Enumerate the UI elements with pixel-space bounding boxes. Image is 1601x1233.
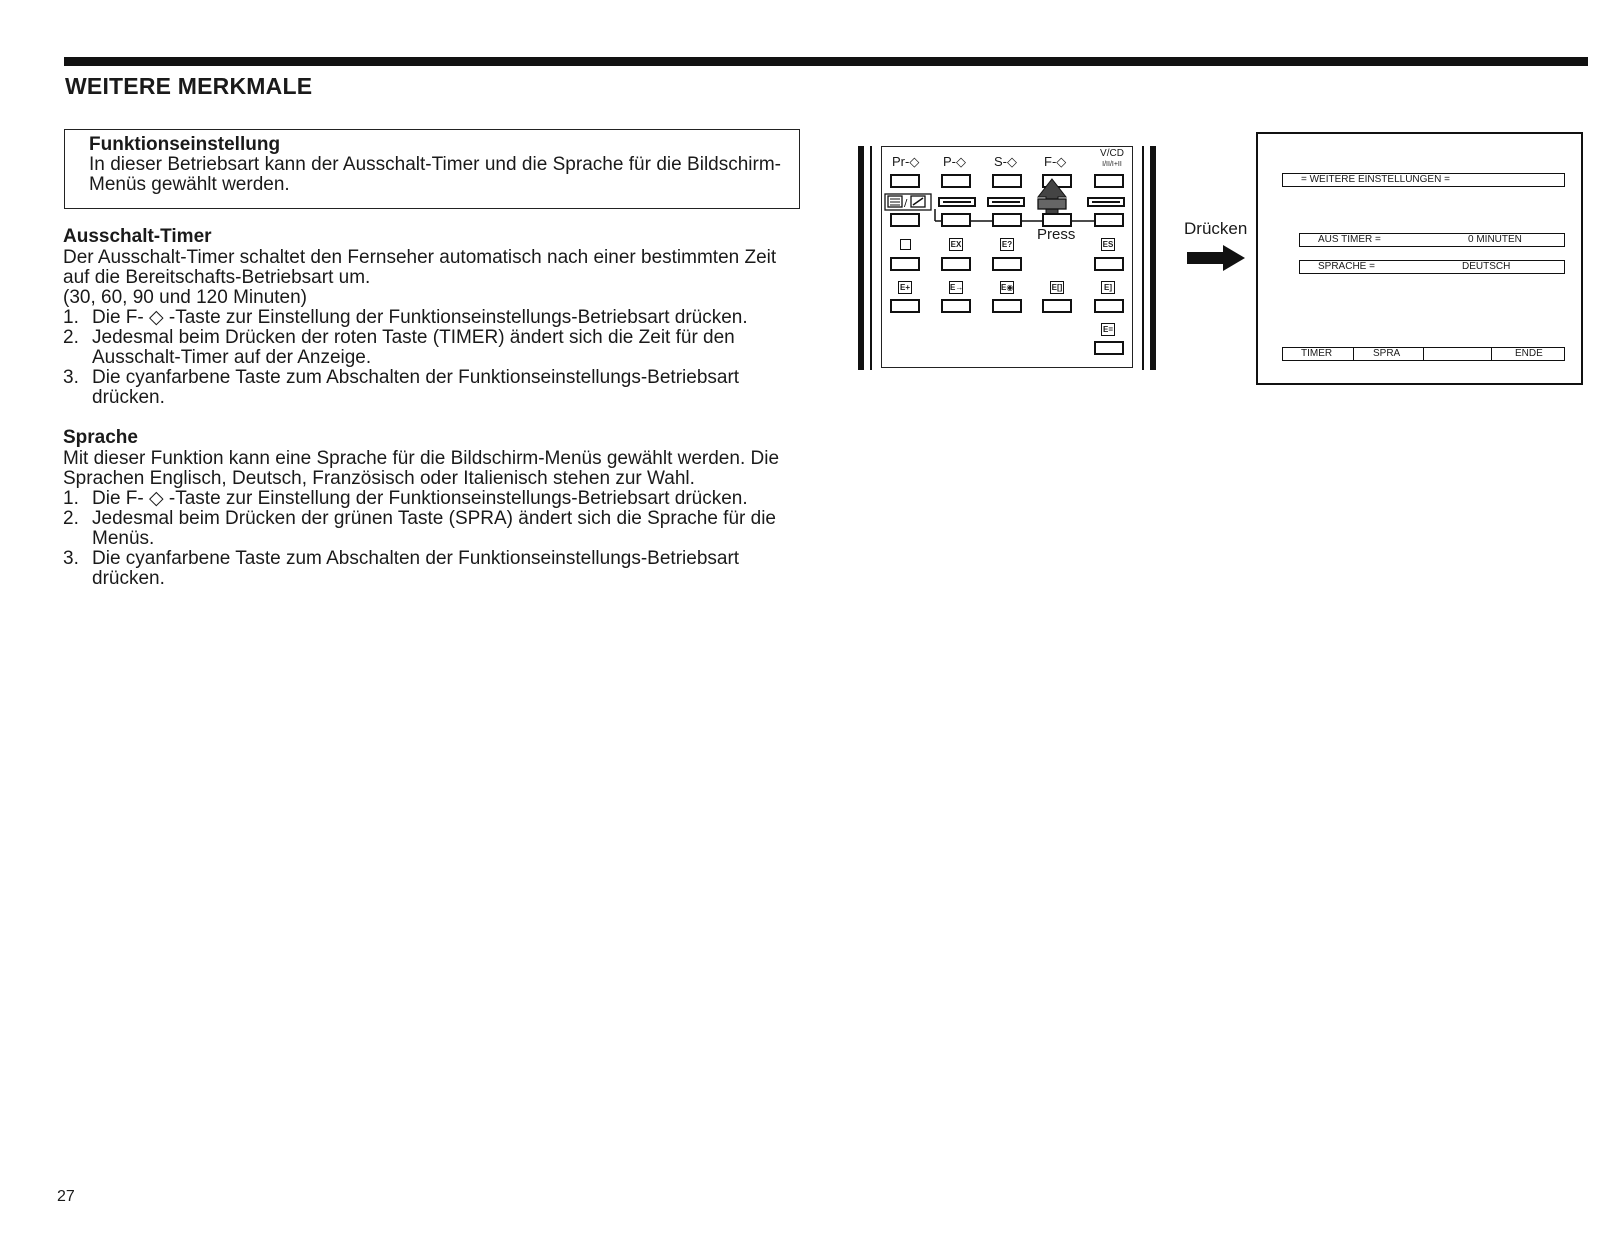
tab-divider bbox=[1353, 348, 1354, 360]
fastext-button[interactable] bbox=[1094, 213, 1124, 227]
square-icon bbox=[900, 239, 911, 250]
language-section bbox=[63, 428, 803, 589]
timer-row-label: AUS TIMER = bbox=[1318, 234, 1381, 245]
teletext-icon: E◉ bbox=[1001, 283, 1014, 292]
intro-heading: Funktionseinstellung bbox=[89, 134, 281, 155]
remote-rail bbox=[870, 146, 872, 370]
fastext-button[interactable] bbox=[992, 213, 1022, 227]
teletext-button[interactable] bbox=[890, 299, 920, 313]
timer-section bbox=[63, 227, 803, 408]
language-row[interactable] bbox=[1299, 260, 1565, 274]
timer-range: (30, 60, 90 und 120 Minuten) bbox=[63, 287, 308, 308]
teletext-icon: EX bbox=[950, 240, 962, 249]
teletext-icon: ES bbox=[1102, 240, 1114, 249]
pr-button[interactable] bbox=[890, 174, 920, 188]
tab-spra[interactable]: SPRA bbox=[1373, 348, 1401, 359]
green-key[interactable] bbox=[987, 197, 1025, 207]
tab-divider bbox=[1423, 348, 1424, 360]
menu-header: = WEITERE EINSTELLUNGEN = bbox=[1282, 173, 1565, 187]
teletext-icon: E+ bbox=[899, 283, 910, 292]
remote-control-illustration bbox=[858, 146, 1156, 370]
remote-rail bbox=[1142, 146, 1144, 370]
s-label: S-◇ bbox=[994, 154, 1017, 169]
right-arrow-icon bbox=[1187, 245, 1245, 271]
teletext-icon: E= bbox=[1102, 325, 1113, 334]
press-instruction: Drücken bbox=[1184, 219, 1248, 238]
language-row-value: DEUTSCH bbox=[1462, 261, 1511, 272]
list-item: 3. Die cyanfarbene Taste zum Abschalten der Funktionseinstellungs-Betriebsart drücken. bbox=[63, 548, 740, 589]
teletext-button[interactable] bbox=[992, 299, 1022, 313]
timer-heading: Ausschalt-Timer bbox=[63, 226, 212, 247]
teletext-icon: E→ bbox=[950, 283, 964, 292]
teletext-button[interactable] bbox=[890, 257, 920, 271]
list-item: 1. Die F- ◇ -Taste zur Einstellung der Funktionseinstellungs-Betriebsart drücken. bbox=[63, 488, 748, 509]
pr-label: Pr-◇ bbox=[892, 154, 920, 169]
list-item: 2. Jedesmal beim Drücken der grünen Taste (SPRA) ändert sich die Sprache für die Menüs. bbox=[63, 508, 776, 549]
language-steps bbox=[63, 489, 803, 589]
svg-text:/: / bbox=[904, 198, 908, 209]
intro-text: In dieser Betriebsart kann der Ausschalt-Timer und die Sprache für die Bildschirm-Menüs gewählt werden. bbox=[89, 154, 781, 195]
list-item: 1. Die F- ◇ -Taste zur Einstellung der Funktionseinstellungs-Betriebsart drücken. bbox=[63, 307, 748, 328]
page-title: WEITERE MERKMALE bbox=[65, 73, 313, 99]
timer-text: Der Ausschalt-Timer schaltet den Fernseher automatisch nach einer bestimmten Zeit auf die Bereitschafts-Betriebsart um. bbox=[63, 247, 777, 288]
list-item: 3. Die cyanfarbene Taste zum Abschalten der Funktionseinstellungs-Betriebsart drücken. bbox=[63, 367, 740, 408]
language-row-label: SPRACHE = bbox=[1318, 261, 1375, 272]
teletext-button[interactable] bbox=[1094, 341, 1124, 355]
teletext-button[interactable] bbox=[992, 257, 1022, 271]
menu-tabs bbox=[1282, 347, 1565, 361]
fastext-button[interactable] bbox=[941, 213, 971, 227]
p-button[interactable] bbox=[941, 174, 971, 188]
teletext-icon: E? bbox=[1001, 240, 1013, 249]
teletext-button[interactable] bbox=[1094, 257, 1124, 271]
teletext-button[interactable] bbox=[1042, 299, 1072, 313]
top-rule bbox=[64, 57, 1588, 66]
language-heading: Sprache bbox=[63, 427, 138, 448]
fastext-button[interactable] bbox=[1042, 213, 1072, 227]
s-button[interactable] bbox=[992, 174, 1022, 188]
page-number: 27 bbox=[57, 1188, 75, 1205]
teletext-icon: E[] bbox=[1051, 283, 1063, 292]
f-label: F-◇ bbox=[1044, 154, 1067, 169]
teletext-button[interactable] bbox=[1094, 299, 1124, 313]
timer-row-value: 0 MINUTEN bbox=[1468, 234, 1522, 245]
timer-row[interactable] bbox=[1299, 233, 1565, 247]
p-label: P-◇ bbox=[943, 154, 966, 169]
teletext-button[interactable] bbox=[941, 257, 971, 271]
fastext-button[interactable] bbox=[890, 213, 920, 227]
tab-timer[interactable]: TIMER bbox=[1301, 348, 1333, 359]
vcr-label: V/CD I/II/I+II bbox=[1100, 148, 1124, 168]
remote-rail bbox=[858, 146, 864, 370]
press-label: Press bbox=[1037, 226, 1076, 243]
timer-steps bbox=[63, 308, 803, 408]
language-text: Mit dieser Funktion kann eine Sprache für die Bildschirm-Menüs gewählt werden. Die Sprachen Englisch, Deutsch, Französisch oder Italienisch stehen zur Wahl. bbox=[63, 448, 780, 489]
cyan-key[interactable] bbox=[1087, 197, 1125, 207]
red-key[interactable] bbox=[938, 197, 976, 207]
list-item: 2. Jedesmal beim Drücken der roten Taste (TIMER) ändert sich die Zeit für den Ausschalt-Timer auf der Anzeige. bbox=[63, 327, 735, 368]
tab-ende[interactable]: ENDE bbox=[1515, 348, 1543, 359]
vcr-button[interactable] bbox=[1094, 174, 1124, 188]
remote-rail bbox=[1150, 146, 1156, 370]
teletext-button[interactable] bbox=[941, 299, 971, 313]
teletext-icon: E] bbox=[1101, 281, 1115, 294]
onscreen-menu bbox=[1256, 132, 1583, 385]
tab-divider bbox=[1491, 348, 1492, 360]
intro-box bbox=[64, 129, 800, 209]
remote-panel bbox=[881, 146, 1133, 368]
